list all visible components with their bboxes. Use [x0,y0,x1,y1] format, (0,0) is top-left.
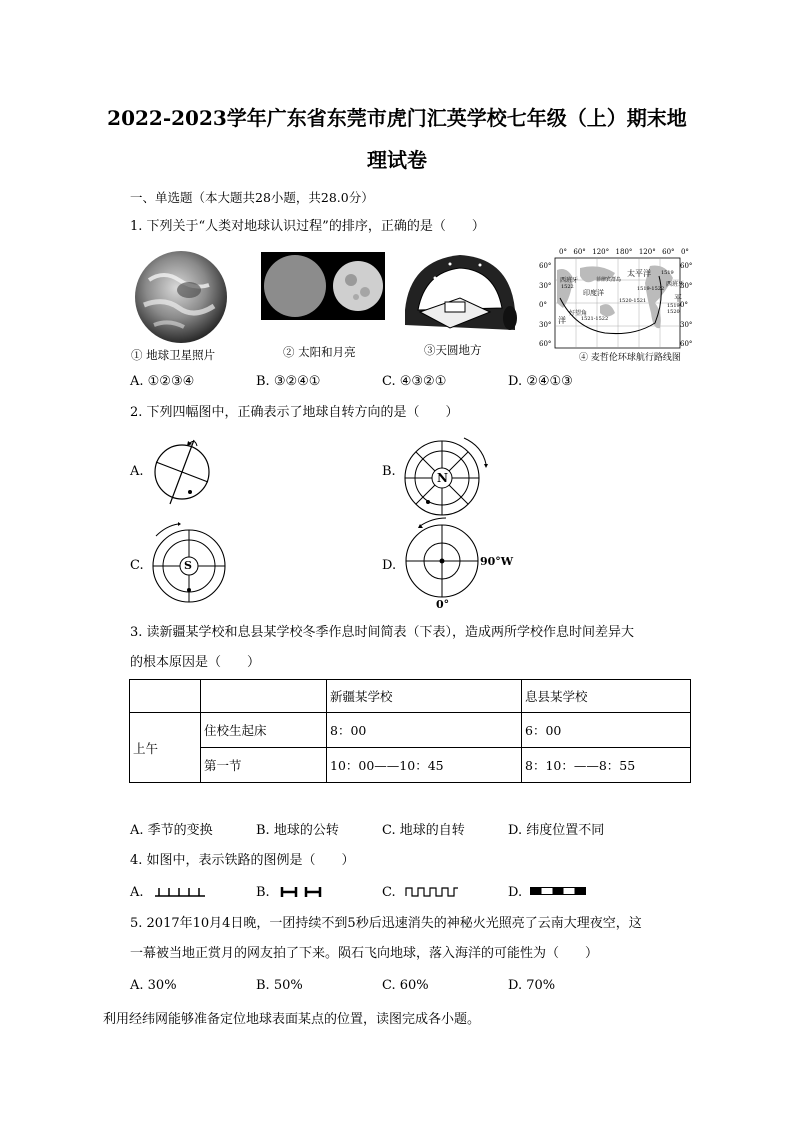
q5-option-a[interactable]: A. 30% [130,978,177,993]
q2-option-a[interactable]: A. [130,464,144,479]
map-label-spain: 西班牙 [560,277,579,284]
map-left-label: 0° [539,301,547,309]
map-route-year: 1521-1522 [581,316,609,322]
map-right-label: 60° [680,340,693,348]
legend-symbol-a [155,885,205,899]
q3-option-c[interactable]: C. 地球的自转 [382,823,465,838]
polar-diagram-d [402,516,488,602]
map-left-label: 60° [539,262,552,270]
table-header-xinjiang: 新疆某学校 [327,680,522,713]
table-header-xixian: 息县某学校 [522,680,691,713]
caption-4: ④ 麦哲伦环球航行路线图 [579,353,681,363]
map-top-label: 60° [662,248,675,256]
legend-symbol-c [406,886,458,898]
table-row-label: 第一节 [201,748,327,783]
railway-legend-symbol [530,887,586,896]
map-top-label: 120° [638,248,656,256]
map-top-label: 0° [680,248,689,256]
table-cell: 6：00 [522,713,691,748]
map-top-label: 120° [592,248,610,256]
q1-option-d[interactable]: D. ②④①③ [508,374,573,389]
map-right-label: 30° [680,320,693,329]
q4-option-d[interactable]: D. [508,885,523,900]
map-year: 1522 [561,284,574,290]
magellan-map [539,248,692,362]
map-year: 1519 [661,270,674,276]
table-cell: 10：00——10：45 [327,748,522,783]
map-left-label: 30° [539,320,552,329]
map-right-label: 0° [680,301,688,309]
sun-moon-image [261,252,385,320]
question-5-stem-2: 一幕被当地正赏月的网友拍了下来。陨石飞向地球，落入海洋的可能性为（ ） [130,946,599,961]
question-3-stem: 3. 读新疆某学校和息县某学校冬季作息时间简表（下表），造成两所学校作息时间差异大 [130,625,635,640]
map-label-pacific: 太平洋 [627,269,651,278]
q1-option-b[interactable]: B. ③②④① [256,374,321,389]
q2-option-d[interactable]: D. [382,558,397,573]
table-cell: 8：10：——8：55 [522,748,691,783]
table-header-cell [130,680,201,713]
section-heading: 一、单选题（本大题共28小题，共28.0分） [130,190,374,205]
question-2-stem: 2. 下列四幅图中，正确表示了地球自转方向的是（ ） [130,405,459,420]
zero-longitude-label: 0° [436,598,450,611]
q2-option-c[interactable]: C. [130,558,144,573]
dome-image [400,250,520,338]
map-label-cape: 好望角 [569,310,588,317]
question-4-stem: 4. 如图中，表示铁路的图例是（ ） [130,853,355,868]
caption-3: ③天圆地方 [424,343,482,357]
caption-1: ① 地球卫星照片 [131,348,216,362]
map-top-label: 60° [573,248,586,256]
map-label-indian: 印度洋 [583,289,604,297]
map-label-spain-right: 西班牙 [666,281,685,288]
legend-symbol-b [280,885,324,899]
q3-option-a[interactable]: A. 季节的变换 [130,823,213,838]
map-top-label: 180° [615,248,633,256]
map-label-philippines: 菲律宾群岛 [596,277,622,283]
q1-option-c[interactable]: C. ④③②① [382,374,447,389]
passage-intro: 利用经纬网能够准备定位地球表面某点的位置，读图完成各小题。 [103,1012,481,1027]
table-header-cell [201,680,327,713]
table-row-label: 住校生起床 [201,713,327,748]
q3-option-b[interactable]: B. 地球的公转 [256,823,339,838]
question-5-stem: 5. 2017年10月4日晚，一团持续不到5秒后迅速消失的神秘火光照亮了云南大理夜空，这 [130,916,642,931]
map-route-year: 1519-1520 [667,303,682,315]
map-label-atlantic: 洋 [558,316,566,325]
map-right-label: 30° [680,281,693,290]
map-top-label: 0° [559,248,567,256]
map-left-label: 30° [539,281,552,290]
question-3-stem-2: 的根本原因是（ ） [130,655,261,670]
earth-satellite-image [129,250,233,344]
q4-option-a[interactable]: A. [130,885,144,900]
map-label-pacific2: 平 [674,294,682,303]
caption-2: ② 太阳和月亮 [283,345,356,359]
q3-option-d[interactable]: D. 纬度位置不同 [508,823,605,838]
q5-option-d[interactable]: D. 70% [508,978,556,993]
map-left-label: 60° [539,340,552,348]
south-pole-label: S [184,559,192,572]
north-pole-label: N [437,471,448,485]
q4-option-c[interactable]: C. [382,885,396,900]
question-1-stem: 1. 下列关于“人类对地球认识过程”的排序，正确的是（ ） [130,219,485,234]
table-group-label: 上午 [130,713,201,783]
map-route-year: 1520-1521 [619,298,647,304]
q1-option-a[interactable]: A. ①②③④ [130,374,195,389]
map-right-label: 60° [680,262,693,270]
q5-option-c[interactable]: C. 60% [382,978,429,993]
globe-diagram-a [152,436,212,500]
q2-option-b[interactable]: B. [382,464,396,479]
q5-option-b[interactable]: B. 50% [256,978,303,993]
longitude-label: 90°W [480,555,514,568]
q4-option-b[interactable]: B. [256,885,270,900]
table-cell: 8：00 [327,713,522,748]
schedule-table [129,679,691,783]
page-title-line2: 理试卷 [367,148,427,172]
page-title: 2022-2023学年广东省东莞市虎门汇英学校七年级（上）期末地 [107,106,687,130]
map-route-year: 1519-1522 [637,286,665,292]
